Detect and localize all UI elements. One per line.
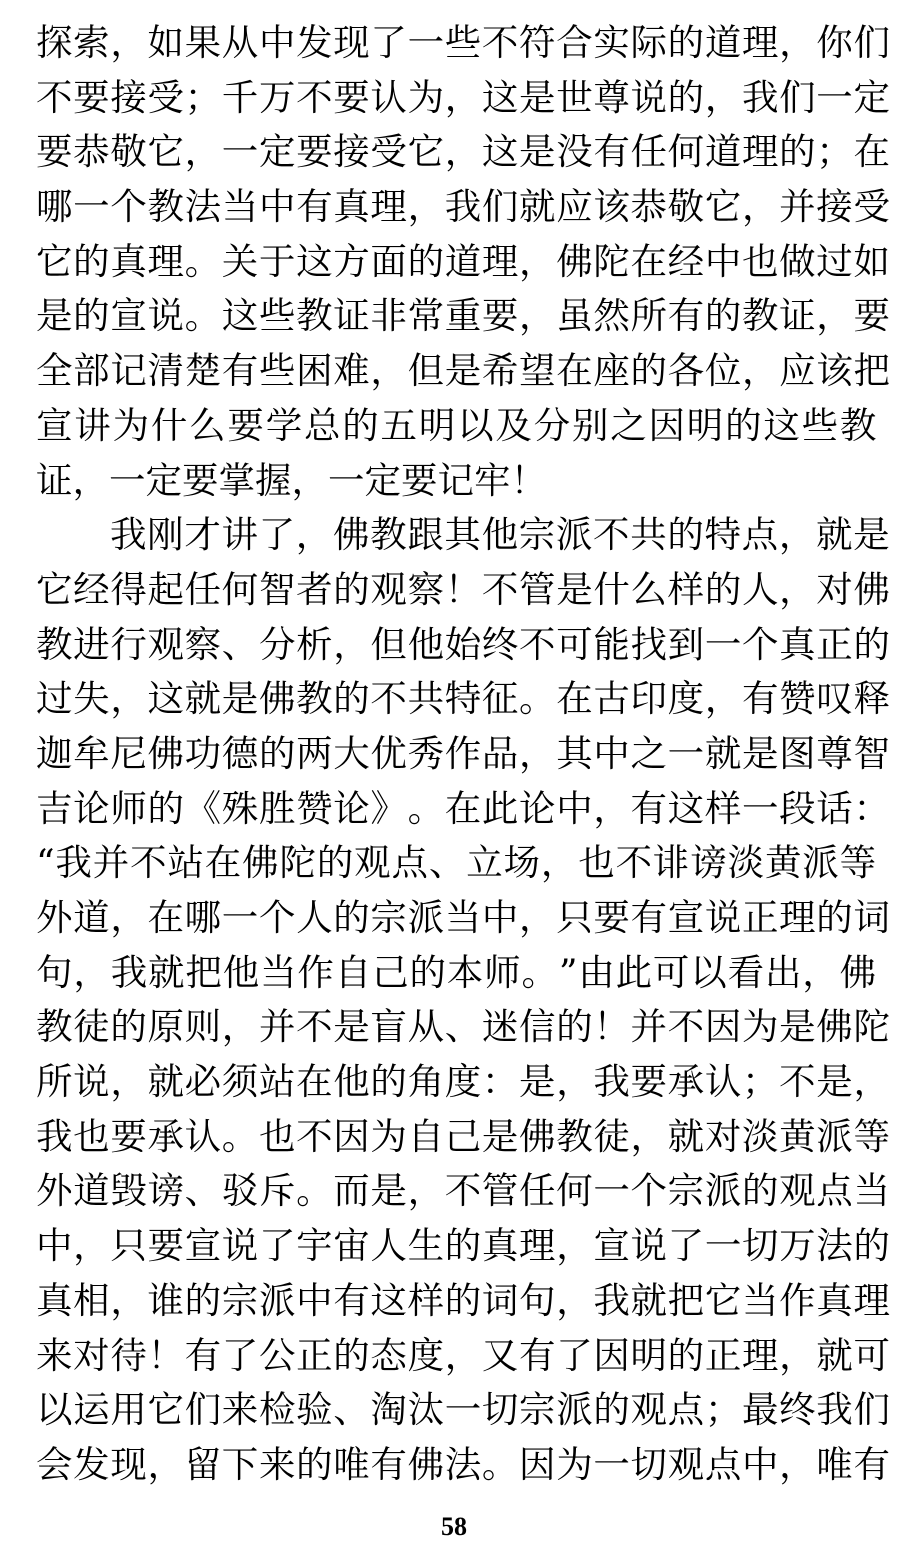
text-line: 会​ 发​ 现​ ，​ 留​ 下​ 来​ 的​ 唯​ 有​ 佛​ 法​ 。​ 因​ 为​ 一​ 切​ 观​ 点​ 中​ ，​ 唯​ 有	[36, 1442, 890, 1486]
text-line: 来​ 对​ 待​ ！​ 有​ 了​ 公​ 正​ 的​ 态​ 度​ ，​ 又​ 有​ 了​ 因​ 明​ 的​ 正​ 理​ ，​ 就​ 可	[36, 1333, 890, 1377]
text-line: 吉​ 论​ 师​ 的​ 《​ 殊​ 胜​ 赞​ 论​ 》​ 。​ 在​ 此​ 论​ 中​ ，​ 有​ 这​ 样​ 一​ 段​ 话​ ：	[36, 786, 890, 830]
text-line: 哪​ 一​ 个​ 教​ 法​ 当​ 中​ 有​ 真​ 理​ ，​ 我​ 们​ 就​ 应​ 该​ 恭​ 敬​ 它​ ，​ 并​ 接​ 受	[36, 185, 890, 229]
text-line: 要​ 恭​ 敬​ 它​ ，​ 一​ 定​ 要​ 接​ 受​ 它​ ，​ 这​ 是​ 没​ 有​ 任​ 何​ 道​ 理​ 的​ ；​ 在	[36, 130, 890, 174]
text-line: 所​ 说​ ，​ 就​ 必​ 须​ 站​ 在​ 他​ 的​ 角​ 度​ ：​ 是​ ，​ 我​ 要​ 承​ 认​ ；​ 不​ 是​ ，	[36, 1060, 890, 1104]
text-line: 全​ 部​ 记​ 清​ 楚​ 有​ 些​ 困​ 难​ ，​ 但​ 是​ 希​ 望​ 在​ 座​ 的​ 各​ 位​ ，​ 应​ 该​ 把	[36, 349, 890, 393]
page-body	[0, 16, 908, 1493]
text-line: 句​ ，​ 我​ 就​ 把​ 他​ 当​ 作​ 自​ 己​ 的​ 本​ 师​ 。​ ”​ 由​ 此​ 可​ 以​ 看​ 出​ ，​ 佛	[36, 950, 877, 994]
page-number: 58	[441, 1512, 467, 1541]
text-line: 以​ 运​ 用​ 它​ 们​ 来​ 检​ 验​ 、​ 淘​ 汰​ 一​ 切​ 宗​ 派​ 的​ 观​ 点​ ；​ 最​ 终​ 我​ 们	[36, 1388, 890, 1432]
text-line: 我​ 也​ 要​ 承​ 认​ 。​ 也​ 不​ 因​ 为​ 自​ 己​ 是​ 佛​ 教​ 徒​ ，​ 就​ 对​ 淡​ 黄​ 派​ 等	[36, 1114, 890, 1158]
text-line: 不​ 要​ 接​ 受​ ；​ 千​ 万​ 不​ 要​ 认​ 为​ ，​ 这​ 是​ 世​ 尊​ 说​ 的​ ，​ 我​ 们​ 一​ 定	[36, 75, 890, 119]
text-line: 过​ 失​ ，​ 这​ 就​ 是​ 佛​ 教​ 的​ 不​ 共​ 特​ 征​ 。​ 在​ 古​ 印​ 度​ ，​ 有​ 赞​ 叹​ 释	[36, 677, 890, 721]
text-line: 是​ 的​ 宣​ 说​ 。​ 这​ 些​ 教​ 证​ 非​ 常​ 重​ 要​ ，​ 虽​ 然​ 所​ 有​ 的​ 教​ 证​ ，​ 要	[36, 294, 890, 338]
text-line: 教​ 进​ 行​ 观​ 察​ 、​ 分​ 析​ ，​ 但​ 他​ 始​ 终​ 不​ 可​ 能​ 找​ 到​ 一​ 个​ 真​ 正​ 的	[36, 622, 890, 666]
text-line: 它​ 的​ 真​ 理​ 。​ 关​ 于​ 这​ 方​ 面​ 的​ 道​ 理​ ，​ 佛​ 陀​ 在​ 经​ 中​ 也​ 做​ 过​ 如	[36, 239, 890, 283]
text-line: 它​ 经​ 得​ 起​ 任​ 何​ 智​ 者​ 的​ 观​ 察​ ！​ 不​ 管​ 是​ 什​ 么​ 样​ 的​ 人​ ，​ 对​ 佛	[36, 567, 890, 611]
paragraph-end-line: 证，一定要掌握，一定要记牢！	[36, 458, 547, 502]
text-line: 迦​ 牟​ 尼​ 佛​ 功​ 德​ 的​ 两​ 大​ 优​ 秀​ 作​ 品​ ，​ 其​ 中​ 之​ 一​ 就​ 是​ 图​ 尊​ 智	[36, 731, 890, 775]
text-line: 宣​ 讲​ 为​ 什​ 么​ 要​ 学​ 总​ 的​ 五​ 明​ 以​ 及​ 分​ 别​ 之​ 因​ 明​ 的​ 这​ 些​ 教	[36, 403, 877, 447]
text-line: 外​ 道​ 毁​ 谤​ 、​ 驳​ 斥​ 。​ 而​ 是​ ，​ 不​ 管​ 任​ 何​ 一​ 个​ 宗​ 派​ 的​ 观​ 点​ 当	[36, 1169, 890, 1213]
text-line: 中​ ，​ 只​ 要​ 宣​ 说​ 了​ 宇​ 宙​ 人​ 生​ 的​ 真​ 理​ ，​ 宣​ 说​ 了​ 一​ 切​ 万​ 法​ 的	[36, 1224, 890, 1268]
text-line: 外​ 道​ ，​ 在​ 哪​ 一​ 个​ 人​ 的​ 宗​ 派​ 当​ 中​ ，​ 只​ 要​ 有​ 宣​ 说​ 正​ 理​ 的​ 词	[36, 896, 890, 939]
text-line: 教​ 徒​ 的​ 原​ 则​ ，​ 并​ 不​ 是​ 盲​ 从​ 、​ 迷​ 信​ 的​ ！​ 并​ 不​ 因​ 为​ 是​ 佛​ 陀	[36, 1005, 890, 1049]
paragraph-start-line: 我​ 刚​ 才​ 讲​ 了​ ，​ 佛​ 教​ 跟​ 其​ 他​ 宗​ 派​ 不​ 共​ 的​ 特​ 点​ ，​ 就​ 是	[110, 513, 890, 557]
text-line: 真​ 相​ ，​ 谁​ 的​ 宗​ 派​ 中​ 有​ 这​ 样​ 的​ 词​ 句​ ，​ 我​ 就​ 把​ 它​ 当​ 作​ 真​ 理	[36, 1278, 890, 1322]
text-line: “​ 我​ 并​ 不​ 站​ 在​ 佛​ 陀​ 的​ 观​ 点​ 、​ 立​ 场​ ，​ 也​ 不​ 诽​ 谤​ 淡​ 黄​ 派​ 等	[36, 841, 877, 885]
text-line: 探​ 索​ ，​ 如​ 果​ 从​ 中​ 发​ 现​ 了​ 一​ 些​ 不​ 符​ 合​ 实​ 际​ 的​ 道​ 理​ ，​ 你​ 们	[36, 21, 890, 64]
